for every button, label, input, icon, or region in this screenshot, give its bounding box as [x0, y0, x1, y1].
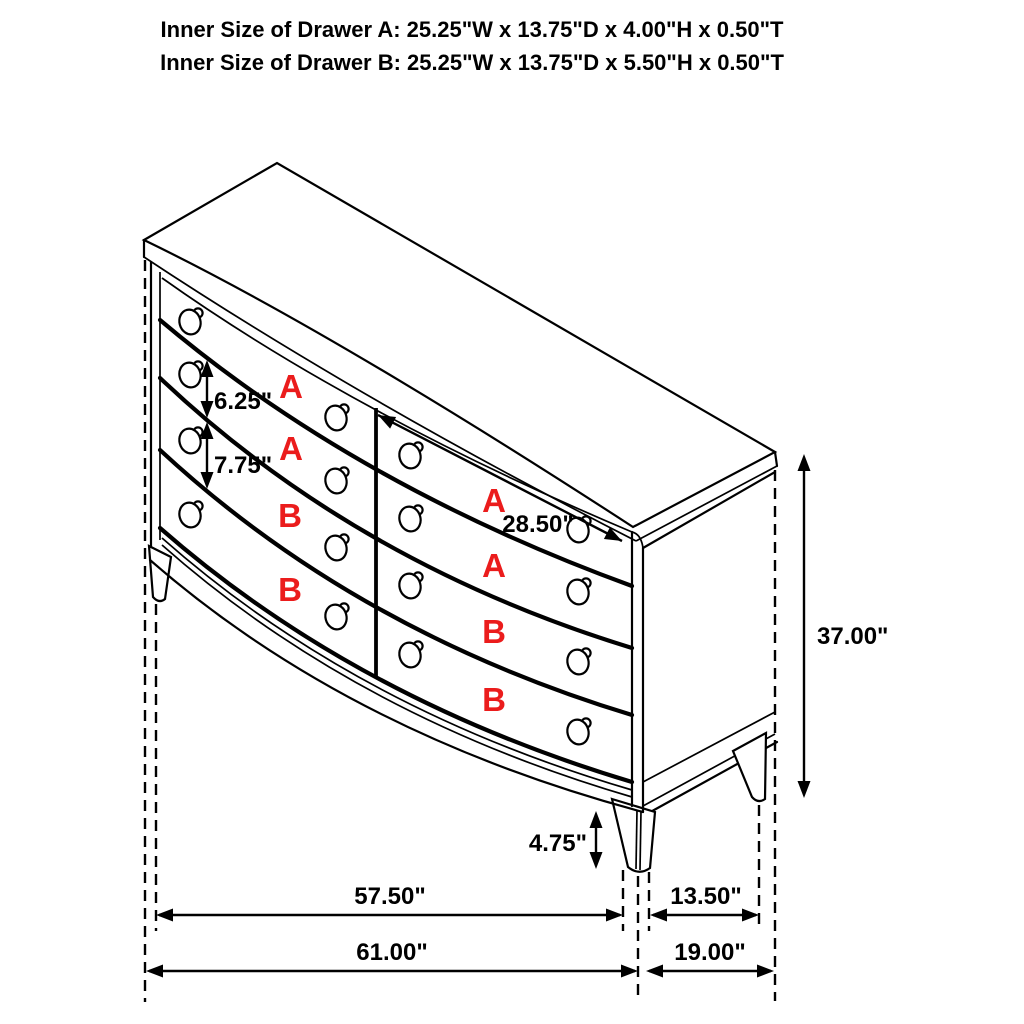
drawer-knob-icon: [565, 647, 592, 677]
arrow-up-icon: [798, 454, 811, 471]
dimension-drawer-a-height: [201, 360, 273, 418]
arrow-right-icon: [757, 965, 774, 978]
drawer-letter-left-1: A: [279, 368, 303, 405]
leg-shape: [149, 546, 171, 601]
rear-right-leg: [733, 733, 766, 801]
arrow-left-icon: [650, 909, 667, 922]
drawer-letter-left-3: B: [278, 497, 302, 534]
drawer-knob-icon: [323, 403, 350, 433]
arrow-right-icon: [606, 909, 623, 922]
drawer-letter-right-4: B: [482, 681, 506, 718]
drawer-letter-right-1: A: [482, 482, 506, 519]
drawer-row-line-3: [160, 450, 632, 715]
front-left-leg: [149, 546, 171, 601]
drawer-knob-icon: [565, 577, 592, 607]
base-molding-line-1: [162, 538, 632, 790]
drawer-knob-icon: [397, 504, 424, 534]
dimension-drawer-b-height: [201, 422, 273, 489]
arrow-up-left-icon: [378, 415, 396, 429]
drawer-knob-icon: [177, 426, 204, 456]
drawer-letter-left-4: B: [278, 571, 302, 608]
drawer-knob-icon: [397, 640, 424, 670]
dimension-side-depth-between-legs: [650, 883, 759, 922]
arrow-left-icon: [156, 909, 173, 922]
dimension-front-width-between-legs: [156, 883, 623, 922]
drawer-knob-icon: [397, 571, 424, 601]
dimension-label-overall-height: 37.00": [817, 623, 889, 650]
dimension-label-drawer-b-height: 7.75": [214, 452, 273, 479]
leg-corner-line: [636, 810, 637, 869]
drawer-knob-icon: [323, 533, 350, 563]
dimension-overall-width: [146, 939, 638, 978]
drawer-knob-icon: [177, 500, 204, 530]
dimension-overall-height: [798, 454, 889, 798]
leg-shape: [733, 733, 766, 801]
dimension-overall-depth: [646, 939, 774, 978]
dimension-label-leg-height: 4.75": [528, 830, 587, 857]
leg-corner-line: [640, 811, 641, 870]
drawer-knob-icon: [397, 441, 424, 471]
dimension-label-drawer-a-height: 6.25": [214, 388, 273, 415]
dimension-label-right-section-width: 28.50": [502, 511, 574, 538]
dimension-label-overall-width: 61.00": [356, 939, 428, 966]
arrow-down-icon: [798, 781, 811, 798]
drawer-knob-icon: [177, 360, 204, 390]
drawer-letter-right-3: B: [482, 613, 506, 650]
drawer-letter-right-2: A: [482, 547, 506, 584]
dimension-label-overall-depth: 19.00": [674, 939, 746, 966]
arrow-right-icon: [742, 909, 759, 922]
drawer-knob-icon: [323, 602, 350, 632]
drawer-letter-left-2: A: [279, 430, 303, 467]
arrow-down-icon: [590, 852, 603, 869]
top-panel: [144, 163, 777, 541]
drawer-knob-icon: [323, 466, 350, 496]
title-line-1: Inner Size of Drawer A: 25.25"W x 13.75"D x 4.00"H x 0.50"T: [160, 17, 784, 42]
arrow-left-icon: [146, 965, 163, 978]
dimension-label-front-width-between-legs: 57.50": [354, 883, 426, 910]
arrow-left-icon: [646, 965, 663, 978]
dimension-label-side-depth-between-legs: 13.50": [670, 883, 742, 910]
arrow-right-icon: [621, 965, 638, 978]
dimension-leg-height: [529, 811, 603, 869]
top-back-corner-edge: [775, 452, 777, 466]
drawer-knob-icon: [177, 307, 204, 337]
drawer-knob-icon: [565, 717, 592, 747]
title-line-2: Inner Size of Drawer B: 25.25"W x 13.75"D x 5.50"H x 0.50"T: [160, 50, 784, 75]
drawer-row-line-4: [160, 528, 632, 782]
arrow-up-icon: [590, 811, 603, 828]
